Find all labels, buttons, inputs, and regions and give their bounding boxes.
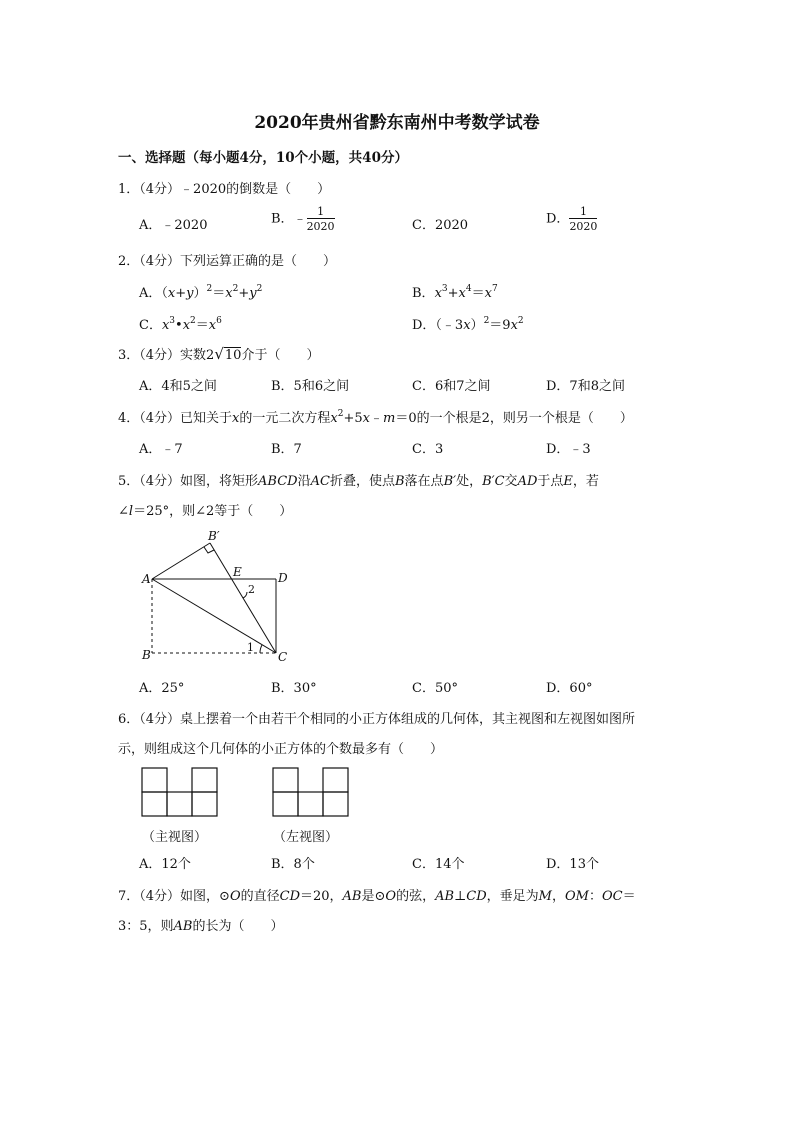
question-5-line-2 bbox=[118, 500, 292, 519]
q5-option-b: B．30° bbox=[271, 681, 317, 696]
q5-option-d: D．60° bbox=[546, 681, 593, 696]
q1-option-b-prefix: B．﹣ bbox=[271, 211, 307, 227]
q7-var: O bbox=[229, 889, 241, 904]
q2a-seg: ＝ bbox=[212, 286, 226, 301]
q7-seg: 是⊙ bbox=[361, 889, 386, 904]
q4-seg: 的一元二次方程 bbox=[239, 411, 331, 426]
q4-seg: ＝0的一个根是2，则另一个根是（ ） bbox=[395, 411, 633, 426]
q7-var: AB bbox=[435, 889, 455, 904]
q5-var: B′C bbox=[482, 474, 505, 489]
q7-seg: 的弦， bbox=[396, 889, 436, 904]
q2-option-b bbox=[412, 282, 498, 301]
q2a-seg: + bbox=[175, 286, 187, 301]
question-7-line-1 bbox=[118, 885, 636, 904]
q5-rectangle-fold-figure bbox=[130, 522, 300, 664]
q5-var: l bbox=[128, 504, 134, 519]
left-view-cell bbox=[273, 792, 298, 816]
q5-var: AD bbox=[517, 474, 538, 489]
q6-option-c: C．14个 bbox=[412, 857, 465, 872]
label-angle-2: 2 bbox=[248, 583, 255, 596]
q7-seg: ＝20， bbox=[300, 889, 343, 904]
q7-seg: 7．（4分）如图，⊙ bbox=[118, 889, 230, 904]
question-3-stem bbox=[118, 344, 319, 363]
left-view-caption: （左视图） bbox=[273, 830, 339, 845]
q5-seg: 落在点 bbox=[404, 474, 444, 489]
q4-var: x bbox=[232, 411, 240, 426]
front-view-cell bbox=[167, 792, 192, 816]
q5-seg: 于点 bbox=[537, 474, 564, 489]
q4-option-c: C．3 bbox=[412, 442, 444, 457]
q4-var: m bbox=[383, 411, 396, 426]
q2c-exponent: 2 bbox=[190, 316, 196, 326]
q5-var: AC bbox=[310, 474, 330, 489]
front-view-cell bbox=[142, 792, 167, 816]
angle-1-arc bbox=[260, 645, 262, 653]
q4-seg: ﹣ bbox=[370, 411, 384, 426]
label-e: E bbox=[233, 565, 242, 579]
q2-option-c bbox=[139, 314, 222, 333]
q2a-var: y bbox=[249, 286, 257, 301]
q2c-seg: C． bbox=[139, 318, 162, 333]
question-2-stem: 2．（4分）下列运算正确的是（ ） bbox=[118, 254, 337, 269]
q2a-exponent: 2 bbox=[206, 284, 213, 294]
q1-option-d-denominator: 2020 bbox=[569, 220, 598, 233]
q5-seg: ＝25°，则∠2等于（ ） bbox=[133, 504, 293, 519]
q4-seg: 4．（4分）已知关于 bbox=[118, 411, 233, 426]
left-view-cell bbox=[323, 792, 348, 816]
question-4-stem bbox=[118, 407, 633, 426]
q2a-seg: ） bbox=[193, 286, 207, 301]
q4-var: x bbox=[362, 411, 370, 426]
label-b-prime: B′ bbox=[208, 529, 220, 543]
q5-var: B′ bbox=[443, 474, 457, 489]
left-view-figure bbox=[271, 766, 351, 818]
q7-seg: ⊥ bbox=[454, 889, 467, 904]
q7-var: CD bbox=[279, 889, 300, 904]
q2b-seg: B． bbox=[412, 286, 435, 301]
q7-seg: 的直径 bbox=[240, 889, 280, 904]
q2d-seg: ＝9 bbox=[489, 318, 511, 333]
q2b-exponent: 4 bbox=[465, 284, 472, 294]
q2d-seg: ） bbox=[470, 318, 484, 333]
q7-var: O bbox=[385, 889, 397, 904]
q1-option-d-prefix: D． bbox=[546, 211, 570, 227]
label-a: A bbox=[142, 572, 151, 586]
segment-ac bbox=[152, 579, 276, 653]
q4-var: x bbox=[330, 411, 338, 426]
q2a-exponent: 2 bbox=[232, 284, 239, 294]
q7-seg: ，垂足为 bbox=[486, 889, 539, 904]
q2c-exponent: 3 bbox=[169, 316, 176, 326]
label-b: B bbox=[142, 648, 151, 662]
page-title: 2020年贵州省黔东南州中考数学试卷 bbox=[254, 113, 540, 133]
q5-seg: 沿 bbox=[297, 474, 311, 489]
q5-seg: ，若 bbox=[572, 474, 599, 489]
q7-var: M bbox=[538, 889, 552, 904]
front-view-cell bbox=[192, 768, 217, 792]
q1-option-b-denominator: 2020 bbox=[306, 220, 335, 233]
q3-option-a: A．4和5之间 bbox=[139, 379, 217, 394]
segment-ab-prime bbox=[152, 543, 210, 579]
q2a-seg: + bbox=[238, 286, 250, 301]
question-1-stem: 1．（4分）﹣2020的倒数是（ ） bbox=[118, 182, 331, 197]
sqrt-sign: √ bbox=[214, 345, 224, 363]
q2-option-d bbox=[412, 314, 524, 333]
question-7-line-2 bbox=[118, 915, 284, 934]
q7-var: OM bbox=[565, 889, 589, 904]
q6-option-a: A．12个 bbox=[139, 857, 191, 872]
q7-var: AB bbox=[342, 889, 362, 904]
left-view-cell bbox=[298, 792, 323, 816]
q2a-exponent: 2 bbox=[256, 284, 263, 294]
q2c-var: x bbox=[182, 318, 191, 333]
left-view-cell bbox=[273, 768, 298, 792]
q5-var: ABCD bbox=[258, 474, 298, 489]
q1-option-b-fraction bbox=[307, 206, 335, 232]
q7-seg: ， bbox=[551, 889, 565, 904]
q2b-var: x bbox=[434, 286, 442, 301]
q5-var: E bbox=[563, 474, 573, 489]
q2a-var: x bbox=[225, 286, 233, 301]
q1-option-c: C．2020 bbox=[412, 218, 469, 233]
q4-option-a: A．﹣7 bbox=[139, 442, 183, 457]
q7-var: CD bbox=[466, 889, 487, 904]
q5-var: B bbox=[394, 474, 405, 489]
q2c-exponent: 6 bbox=[216, 316, 222, 326]
q5-seg: 折叠，使点 bbox=[329, 474, 395, 489]
q2d-var: x bbox=[510, 318, 518, 333]
q4-option-b: B．7 bbox=[271, 442, 302, 457]
q4-option-d: D．﹣3 bbox=[546, 442, 591, 457]
label-angle-1: 1 bbox=[247, 641, 254, 654]
q2d-exponent: 2 bbox=[483, 316, 490, 326]
q2b-var: x bbox=[484, 286, 492, 301]
q2c-var: x bbox=[161, 318, 170, 333]
q1-option-d-numerator: 1 bbox=[579, 205, 587, 218]
q1-option-b-numerator: 1 bbox=[317, 205, 325, 218]
q4-seg: +5 bbox=[343, 411, 363, 426]
q6-option-b: B．8个 bbox=[271, 857, 315, 872]
q2b-exponent: 7 bbox=[491, 284, 498, 294]
angle-2-arc bbox=[243, 592, 247, 598]
q3-stem-suffix: 介于（ ） bbox=[241, 348, 320, 363]
q5-seg: 交 bbox=[504, 474, 518, 489]
front-view-cell bbox=[192, 792, 217, 816]
q2a-seg: A．（ bbox=[139, 286, 168, 301]
section-heading: 一、选择题（每小题4分，10个小题，共40分） bbox=[118, 150, 408, 166]
question-6-line-2: 示，则组成这个几何体的小正方体的个数最多有（ ） bbox=[118, 742, 444, 757]
q5-option-c: C．50° bbox=[412, 681, 458, 696]
q7-seg: 的长为（ ） bbox=[192, 919, 284, 934]
q6-option-d: D．13个 bbox=[546, 857, 599, 872]
q2a-var: y bbox=[186, 286, 194, 301]
q1-option-d-fraction bbox=[569, 206, 597, 232]
q2a-var: x bbox=[167, 286, 176, 301]
q5-seg: 处， bbox=[456, 474, 483, 489]
front-view-cell bbox=[142, 768, 167, 792]
left-view-cell bbox=[323, 768, 348, 792]
q3-option-b: B．5和6之间 bbox=[271, 379, 350, 394]
q1-option-a: A．﹣2020 bbox=[139, 218, 208, 233]
q2c-seg: • bbox=[175, 318, 183, 333]
q5-seg: ∠ bbox=[118, 504, 129, 519]
q2-option-a bbox=[139, 282, 262, 301]
q7-seg: ＝ bbox=[622, 889, 636, 904]
q2d-seg: D．（﹣3 bbox=[412, 318, 464, 333]
q1-option-b bbox=[271, 206, 335, 232]
q4-exponent: 2 bbox=[337, 409, 344, 419]
q3-radicand: 10 bbox=[224, 348, 242, 363]
front-view-caption: （主视图） bbox=[142, 830, 208, 845]
q7-var: AB bbox=[173, 919, 193, 934]
q2d-exponent: 2 bbox=[517, 316, 524, 326]
q2c-var: x bbox=[208, 318, 217, 333]
front-view-figure bbox=[140, 766, 220, 818]
q3-option-d: D．7和8之间 bbox=[546, 379, 625, 394]
label-d: D bbox=[278, 571, 288, 585]
q2b-seg: + bbox=[447, 286, 459, 301]
q2b-var: x bbox=[458, 286, 466, 301]
label-c: C bbox=[278, 650, 288, 664]
q7-seg: ： bbox=[588, 889, 602, 904]
question-6-line-1: 6．（4分）桌上摆着一个由若干个相同的小正方体组成的几何体，其主视图和左视图如图所 bbox=[118, 712, 636, 727]
q2b-seg: ＝ bbox=[471, 286, 485, 301]
q3-option-c: C．6和7之间 bbox=[412, 379, 491, 394]
q3-stem-prefix: 3．（4分）实数2 bbox=[118, 348, 215, 363]
q2d-var: x bbox=[463, 318, 471, 333]
q7-seg: 3：5，则 bbox=[118, 919, 174, 934]
q2c-seg: ＝ bbox=[195, 318, 209, 333]
q7-var: OC bbox=[601, 889, 623, 904]
q2b-exponent: 3 bbox=[441, 284, 448, 294]
q1-option-d bbox=[546, 206, 597, 232]
q5-seg: 5．（4分）如图，将矩形 bbox=[118, 474, 259, 489]
q5-option-a: A．25° bbox=[139, 681, 185, 696]
question-5-line-1 bbox=[118, 470, 599, 489]
